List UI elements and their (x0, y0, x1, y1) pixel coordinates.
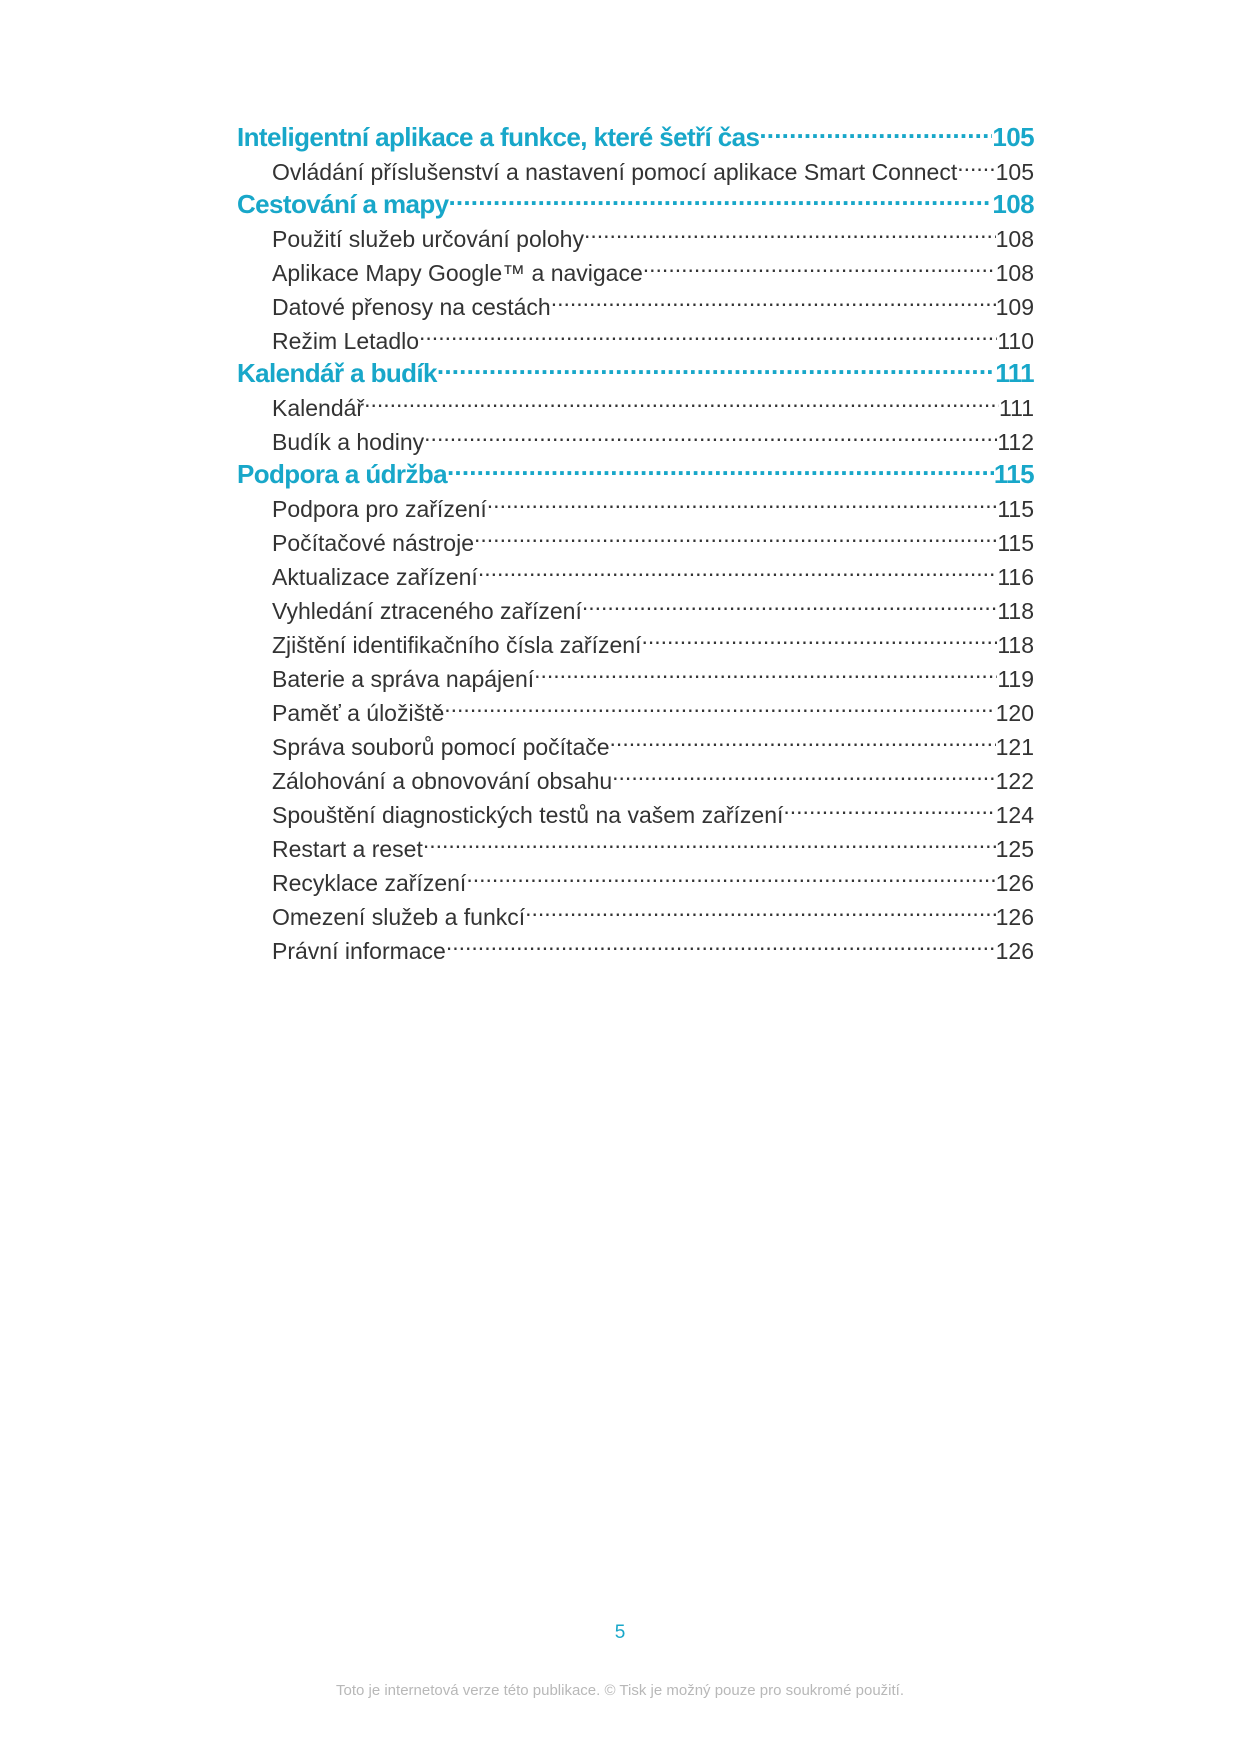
dot-leader (364, 382, 999, 416)
dot-leader (478, 551, 998, 585)
toc-heading-page: 111 (995, 358, 1034, 388)
toc-entry-page: 110 (997, 328, 1034, 354)
toc-entry-title: Recyklace zařízení (272, 870, 467, 896)
table-of-contents (237, 113, 1034, 964)
toc-heading[interactable] (237, 113, 1034, 152)
toc-entry-page: 111 (999, 395, 1034, 421)
toc-entry-page: 121 (995, 734, 1034, 760)
toc-entry-page: 125 (995, 836, 1034, 862)
toc-section (237, 180, 1034, 354)
dot-leader (444, 687, 995, 721)
toc-entry-page: 116 (997, 564, 1034, 590)
toc-heading-title: Kalendář a budík (237, 358, 437, 388)
toc-entry-title: Právní informace (272, 938, 446, 964)
toc-entry-page: 115 (997, 496, 1034, 522)
toc-entry-title: Kalendář (272, 395, 365, 421)
toc-entry-page: 119 (997, 666, 1034, 692)
toc-entry-title: Restart a reset (272, 836, 423, 862)
dot-leader (474, 517, 997, 551)
dot-leader (584, 213, 996, 247)
toc-entry-title: Spouštění diagnostických testů na vašem zařízení (272, 802, 784, 828)
toc-entry-title: Omezení služeb a funkcí (272, 904, 526, 930)
toc-entry-title: Baterie a správa napájení (272, 666, 535, 692)
dot-leader (759, 113, 992, 146)
dot-leader (612, 755, 995, 789)
toc-entry-title: Zálohování a obnovování obsahu (272, 768, 613, 794)
toc-entry-title: Zjištění identifikačního čísla zařízení (272, 632, 642, 658)
dot-leader (424, 416, 997, 450)
toc-entry-page: 109 (995, 294, 1034, 320)
toc-entry-page: 118 (997, 632, 1034, 658)
dot-leader (419, 315, 997, 349)
dot-leader (534, 653, 997, 687)
dot-leader (783, 789, 995, 823)
toc-section (237, 349, 1034, 455)
dot-leader (423, 823, 996, 857)
toc-entry-page: 126 (995, 904, 1034, 930)
dot-leader (551, 281, 996, 315)
toc-entry-title: Ovládání příslušenství a nastavení pomocí aplikace Smart Connect (272, 159, 958, 185)
dot-leader (641, 619, 997, 653)
toc-entry-page: 126 (995, 938, 1034, 964)
toc-entry-title: Paměť a úložiště (272, 700, 445, 726)
toc-entry-title: Počítačové nástroje (272, 530, 475, 556)
toc-entry-title: Správa souborů pomocí počítače (272, 734, 610, 760)
dot-leader (957, 146, 995, 180)
dot-leader (446, 925, 996, 959)
dot-leader (437, 349, 995, 382)
toc-entry-page: 108 (995, 226, 1034, 252)
toc-entry-page: 115 (997, 530, 1034, 556)
page-number: 5 (614, 1622, 626, 1643)
dot-leader (525, 891, 996, 925)
toc-entry-page: 118 (997, 598, 1034, 624)
dot-leader (487, 483, 998, 517)
toc-entry-title: Vyhledání ztraceného zařízení (272, 598, 582, 624)
footer-note: Toto je internetová verze této publikace. © Tisk je možný pouze pro soukromé použití. (335, 1682, 904, 1699)
toc-entry-page: 112 (997, 429, 1034, 455)
toc-entry-page: 126 (995, 870, 1034, 896)
dot-leader (582, 585, 997, 619)
toc-heading-title: Cestování a mapy (237, 189, 449, 219)
toc-entry-title: Budík a hodiny (272, 429, 425, 455)
toc-heading-page: 115 (993, 459, 1034, 489)
toc-heading-page: 105 (992, 122, 1034, 152)
toc-entry-page: 122 (995, 768, 1034, 794)
toc-section (237, 450, 1034, 964)
toc-entry-page: 105 (995, 159, 1034, 185)
toc-entry-page: 108 (995, 260, 1034, 286)
dot-leader (610, 721, 996, 755)
toc-heading-title: Inteligentní aplikace a funkce, které šetří čas (237, 122, 760, 152)
toc-entry-title: Podpora pro zařízení (272, 496, 487, 522)
dot-leader (466, 857, 995, 891)
toc-section (237, 113, 1034, 185)
toc-entry-title: Použití služeb určování polohy (272, 226, 584, 252)
toc-heading-title: Podpora a údržba (237, 459, 447, 489)
dot-leader (449, 180, 993, 213)
toc-entry-title: Datové přenosy na cestách (272, 294, 551, 320)
toc-entry-page: 124 (995, 802, 1034, 828)
dot-leader (447, 450, 994, 483)
toc-entry-title: Aktualizace zařízení (272, 564, 478, 590)
dot-leader (643, 247, 996, 281)
toc-entry-title: Aplikace Mapy Google™ a navigace (272, 260, 643, 286)
toc-entry-page: 120 (995, 700, 1034, 726)
toc-entry-title: Režim Letadlo (272, 328, 420, 354)
toc-heading-page: 108 (992, 189, 1034, 219)
